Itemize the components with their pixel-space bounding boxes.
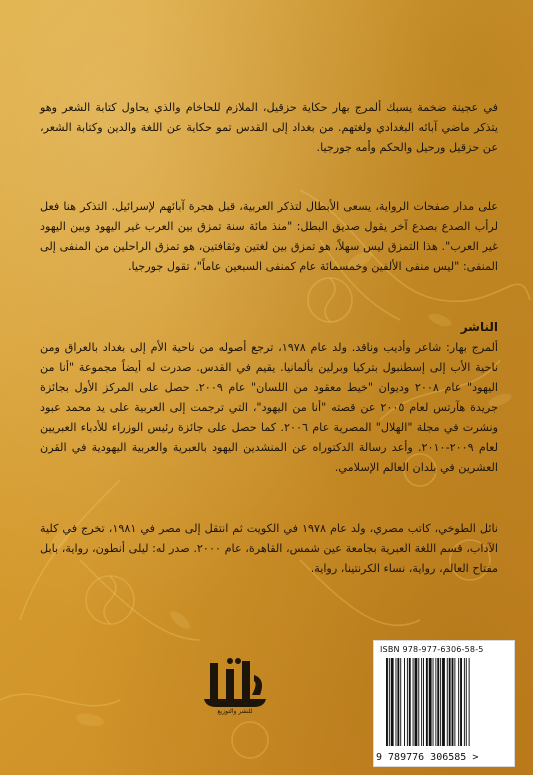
kotob-khan-logo-icon: [196, 655, 274, 733]
synopsis-paragraph-2: على مدار صفحات الرواية، يسعى الأبطال لتذكر العربية، قبل هجرة آبائهم لإسرائيل. التذكر هنا فعل لرأب الصدع بصدع آخر يقول صديق البطل: "منذ مائة سنة تمزق بين العرب غير اليهود وبين اليهود غير العرب". هذا التمزق ليس سهلاً، هو تمزق بين لغتين وثقافتين، هو تمزق الراحلين من المنفى إلى المنفى: "ليس منفى الألفين وخمسمائة عام كمنفى السبعين عاماً"، تقول جورجيا.: [40, 200, 498, 273]
author-bio: ألمرج بهار: شاعر وأديب وناقد. ولد عام ١٩٧٨، ترجع أصوله من ناحية الأم إلى بغداد بالعراق ومن ناحية الأب إلى إسطنبول بتركيا وبرلين بألمانيا. يقيم في القدس. صدرت له أيضاً مجموعة "أنا من اليهود" عام ٢٠٠٨ وديوان "خيط معقود من اللسان" عام ٢٠٠٩. حصل على المركز الأول بجائزة جريدة هآرتس لعام ٢٠٠٥ عن قصته "أنا من اليهود"، التي ترجمت إلى العربية على يد محمد عبود ونشرت في مجلة "الهلال" المصرية عام ٢٠٠٦. كما حصل على جائزة رئيس الوزراء للأدباء العبريين لعام ٢٠٠٩-٢٠١٠. وأعد رسالة الدكتوراه عن المنشدين اليهود بالعبرية والعربية اليهودية في القرن العشرين في بلدان العالم الإسلامي.: [40, 341, 499, 474]
publisher-label: الناشر: [460, 320, 498, 334]
barcode-icon: [384, 658, 506, 746]
barcode-digits: 9 789776 306585 >: [376, 752, 479, 763]
barcode-panel: [373, 640, 515, 767]
publisher-logo-tagline: [196, 700, 274, 715]
synopsis-paragraph: في عجينة ضخمة يسبك ألمرج بهار حكاية حزقيل، الملازم للحاخام والذي يحاول كتابة الشعر وهو يتذكر ماضي آبائه البغدادي ولغتهم. من بغداد إلى القدس تمو حكاية عن اللغة والدين وكتابة الشعر، عن حزقيل ورحيل والحكم وأمه جورجيا.: [40, 101, 498, 154]
isbn-label: ISBN 978-977-6306-58-5: [380, 645, 484, 654]
publisher-tagline: للنشر والتوزيع: [217, 708, 253, 715]
translator-bio: نائل الطوخي، كاتب مصري، ولد عام ١٩٧٨ في الكويت ثم انتقل إلى مصر في ١٩٨١، تخرج في كلية الآداب، قسم اللغة العبرية بجامعة عين شمس، القاهرة، عام ٢٠٠٠. صدر له: ليلى أنطون، رواية، بابل مفتاح العالم، رواية، نساء الكرنتينا، رواية.: [40, 522, 498, 575]
publisher-wordmark: الكتب خان: [217, 700, 253, 708]
